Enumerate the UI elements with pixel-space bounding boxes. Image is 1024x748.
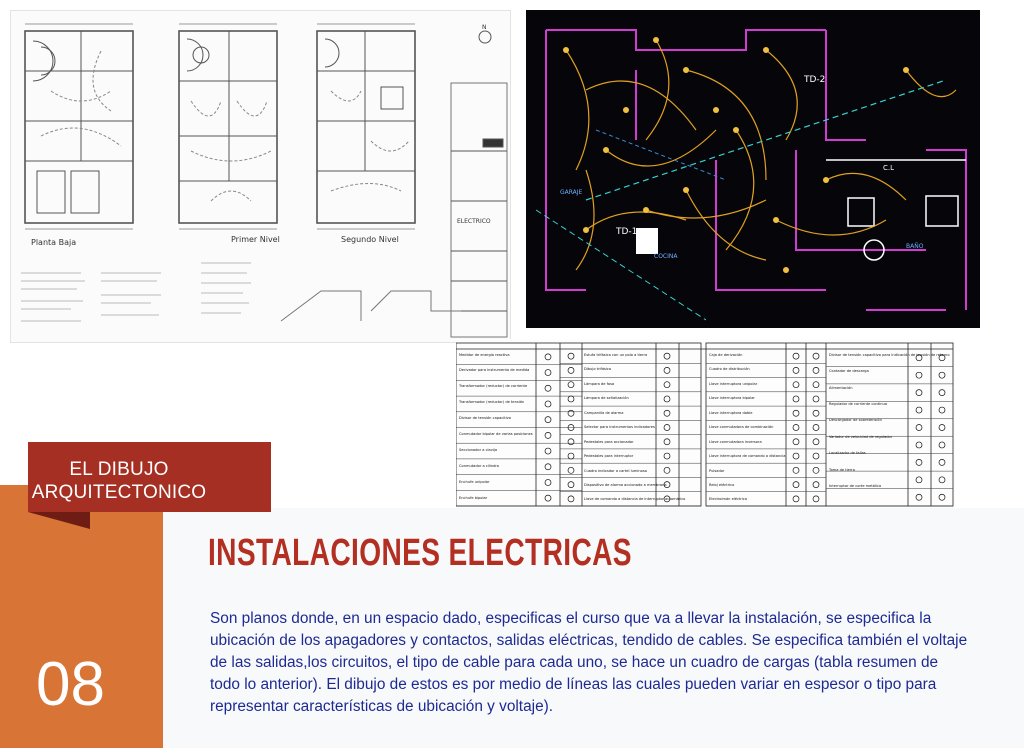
page-number: 08 [36,650,105,719]
symbol-glyph-icon [568,367,574,373]
symbol-desc: Pulsador [709,469,725,473]
symbol-glyph-icon [916,494,922,500]
symbol-glyph-icon [813,453,819,459]
symbol-glyph-icon [793,453,799,459]
symbol-desc: Llave interruptora doble [709,411,753,415]
symbol-glyph-icon [545,354,551,360]
symbol-glyph-icon [793,496,799,502]
symbol-desc: Electroimán eléctrico [709,497,748,501]
symbol-desc: Pedestales para interruptor [584,454,634,458]
symbol-glyph-icon [813,439,819,445]
symbol-glyph-icon [568,482,574,488]
symbol-desc: Lámpara de señalización [584,396,629,400]
symbol-glyph-icon [939,477,945,483]
symbol-glyph-icon [664,353,670,359]
symbol-desc: Llave de comando a distancia de interruptor automático [584,497,686,501]
floor-label-first: Primer Nivel [231,235,280,244]
cad-label-bano: BAÑO [906,243,924,250]
symbol-desc: Transformador (reductor) de tensión [459,400,525,404]
symbol-glyph-icon [793,367,799,373]
symbol-glyph-icon [813,467,819,473]
symbol-glyph-icon [545,385,551,391]
symbol-desc: Llave interruptora unipolar [709,382,758,386]
symbol-glyph-icon [916,442,922,448]
symbol-glyph-icon [939,425,945,431]
symbol-glyph-icon [545,495,551,501]
floor-label-ground: Planta Baja [31,238,77,247]
cad-label-garaje: GARAJE [560,189,583,196]
north-arrow-label: N [482,24,487,31]
symbol-desc: Caja de derivación [709,353,743,357]
symbol-glyph-icon [664,367,670,373]
cad-label-td1: TD-1 [616,227,638,237]
symbol-desc: Conmutador bipolar de varias posiciones [459,432,533,436]
symbol-glyph-icon [545,401,551,407]
symbol-glyph-icon [793,439,799,445]
symbol-glyph-icon [939,494,945,500]
symbol-glyph-icon [939,407,945,413]
symbol-glyph-icon [545,432,551,438]
symbol-glyph-icon [916,372,922,378]
cad-label-td2: TD-2 [804,75,826,85]
symbol-glyph-icon [813,482,819,488]
symbol-glyph-icon [939,390,945,396]
symbol-glyph-icon [916,390,922,396]
symbol-desc: Enchufe unipolar [459,480,490,484]
symbol-desc: Conmutador a cilindro [459,464,499,468]
symbol-desc: Lámpara de fosa [584,382,615,386]
symbol-glyph-icon [793,382,799,388]
symbol-glyph-icon [664,467,670,473]
symbol-glyph-icon [813,396,819,402]
symbol-glyph-icon [916,459,922,465]
symbol-glyph-icon [568,410,574,416]
symbol-glyph-icon [568,382,574,388]
symbol-glyph-icon [664,396,670,402]
symbol-glyph-icon [793,482,799,488]
section-tab-fold [28,512,90,529]
symbol-desc: Regulador de corriente continua [829,402,887,406]
symbol-glyph-icon [939,372,945,378]
symbol-desc: Dibujo trifásico [584,367,612,371]
symbol-desc: Enchufe bipolar [459,496,488,500]
symbols-table-drawing [456,339,955,508]
symbol-desc: Variador de velocidad de regulador [829,435,893,439]
symbol-glyph-icon [813,382,819,388]
symbol-desc: Reloj eléctrico [709,483,735,487]
symbol-glyph-icon [793,467,799,473]
symbol-desc: Descargador de sobretensión [829,418,882,422]
symbol-desc: Cuadro de distribución [709,367,750,371]
symbol-desc: Alimentación [829,386,853,390]
symbol-glyph-icon [793,396,799,402]
symbol-desc: Cuadro indicador o cartel luminoso [584,469,647,473]
symbol-desc: Derivador para instrumento de medida [459,368,530,372]
symbol-glyph-icon [545,417,551,423]
symbol-glyph-icon [793,353,799,359]
symbol-desc: Llave interruptora bipolar [709,396,755,400]
floor-plans-drawing [11,11,511,343]
section-tab-label: EL DIBUJO ARQUITECTONICO [31,459,207,503]
symbol-glyph-icon [568,439,574,445]
symbol-glyph-icon [568,496,574,502]
symbol-desc: Dispositivo de alarma accionado a membrana [584,483,667,487]
symbol-desc: Campanilla de alarma [584,411,624,415]
floor-plans-image [10,10,511,343]
page-title: INSTALACIONES ELECTRICAS [208,532,632,574]
symbol-glyph-icon [664,410,670,416]
symbol-desc: Toma de tierra [829,468,855,472]
cad-label-cocina: COCINA [654,253,678,260]
symbol-glyph-icon [916,425,922,431]
symbol-glyph-icon [664,439,670,445]
symbol-glyph-icon [568,353,574,359]
body-paragraph: Son planos donde, en un espacio dado, especificas el curso que va a llevar la instalación, se especifica la ubicación de los apagadores y contactos, salidas eléctricas, tendido de cables. Se especifica también el voltaje de las salidas,los circuitos, el tipo de cable para cada uno, se hace un cuadro de cargas (tabla resumen de todo lo anterior). El dibujo de estos es por medio de líneas las cuales pueden variar en espesor o tipo para representar características de ubicación y voltaje). [210,610,968,715]
stamp-title: ELECTRICO [457,218,491,225]
symbol-desc: Transformador (reductor) de corriente [459,384,528,388]
symbol-desc: Divisor de tensión capacitivo [459,416,511,420]
cad-electrical-drawing [526,10,980,328]
symbol-glyph-icon [545,464,551,470]
cad-drawing [526,10,980,328]
symbol-glyph-icon [916,407,922,413]
symbol-glyph-icon [939,459,945,465]
symbol-desc: Contador de descarga [829,369,869,373]
symbol-desc: Estufa trifásica con un polo a tierra [584,353,648,357]
symbol-glyph-icon [568,453,574,459]
cad-label-cl: C.L [883,164,895,172]
symbol-glyph-icon [545,479,551,485]
symbol-desc: Pedestales para accionador [584,440,634,444]
symbol-glyph-icon [664,425,670,431]
symbol-glyph-icon [664,453,670,459]
symbol-glyph-icon [793,410,799,416]
symbol-glyph-icon [545,448,551,454]
symbol-desc: Medidor de energía reactiva [459,353,510,357]
symbol-glyph-icon [916,477,922,483]
symbol-glyph-icon [568,396,574,402]
symbol-glyph-icon [939,442,945,448]
symbol-desc: Seccionador a clavija [459,448,498,452]
symbol-desc: Llave conmutadora de combinación [709,425,774,429]
symbol-desc: Llave interruptora de comando a distancia [709,454,786,458]
symbol-glyph-icon [813,367,819,373]
symbol-desc: Localizador de fallas [829,451,866,455]
symbols-table-text [458,353,950,501]
symbol-desc: Interruptor de corte metálico [829,484,882,488]
symbol-glyph-icon [813,425,819,431]
symbol-desc: Selector para instrumentos indicadores [584,425,655,429]
symbol-glyph-icon [813,496,819,502]
symbol-glyph-icon [568,467,574,473]
electrical-symbols-table [456,339,955,508]
symbol-desc: Llave conmutadora inversora [709,440,762,444]
symbol-glyph-icon [664,382,670,388]
floor-label-second: Segundo Nivel [341,235,399,244]
symbol-glyph-icon [813,353,819,359]
symbol-glyph-icon [545,370,551,376]
symbol-glyph-icon [813,410,819,416]
symbol-desc: Divisor de tensión capacitivo para indicación de tensión de retorno [829,353,950,357]
symbol-glyph-icon [793,425,799,431]
